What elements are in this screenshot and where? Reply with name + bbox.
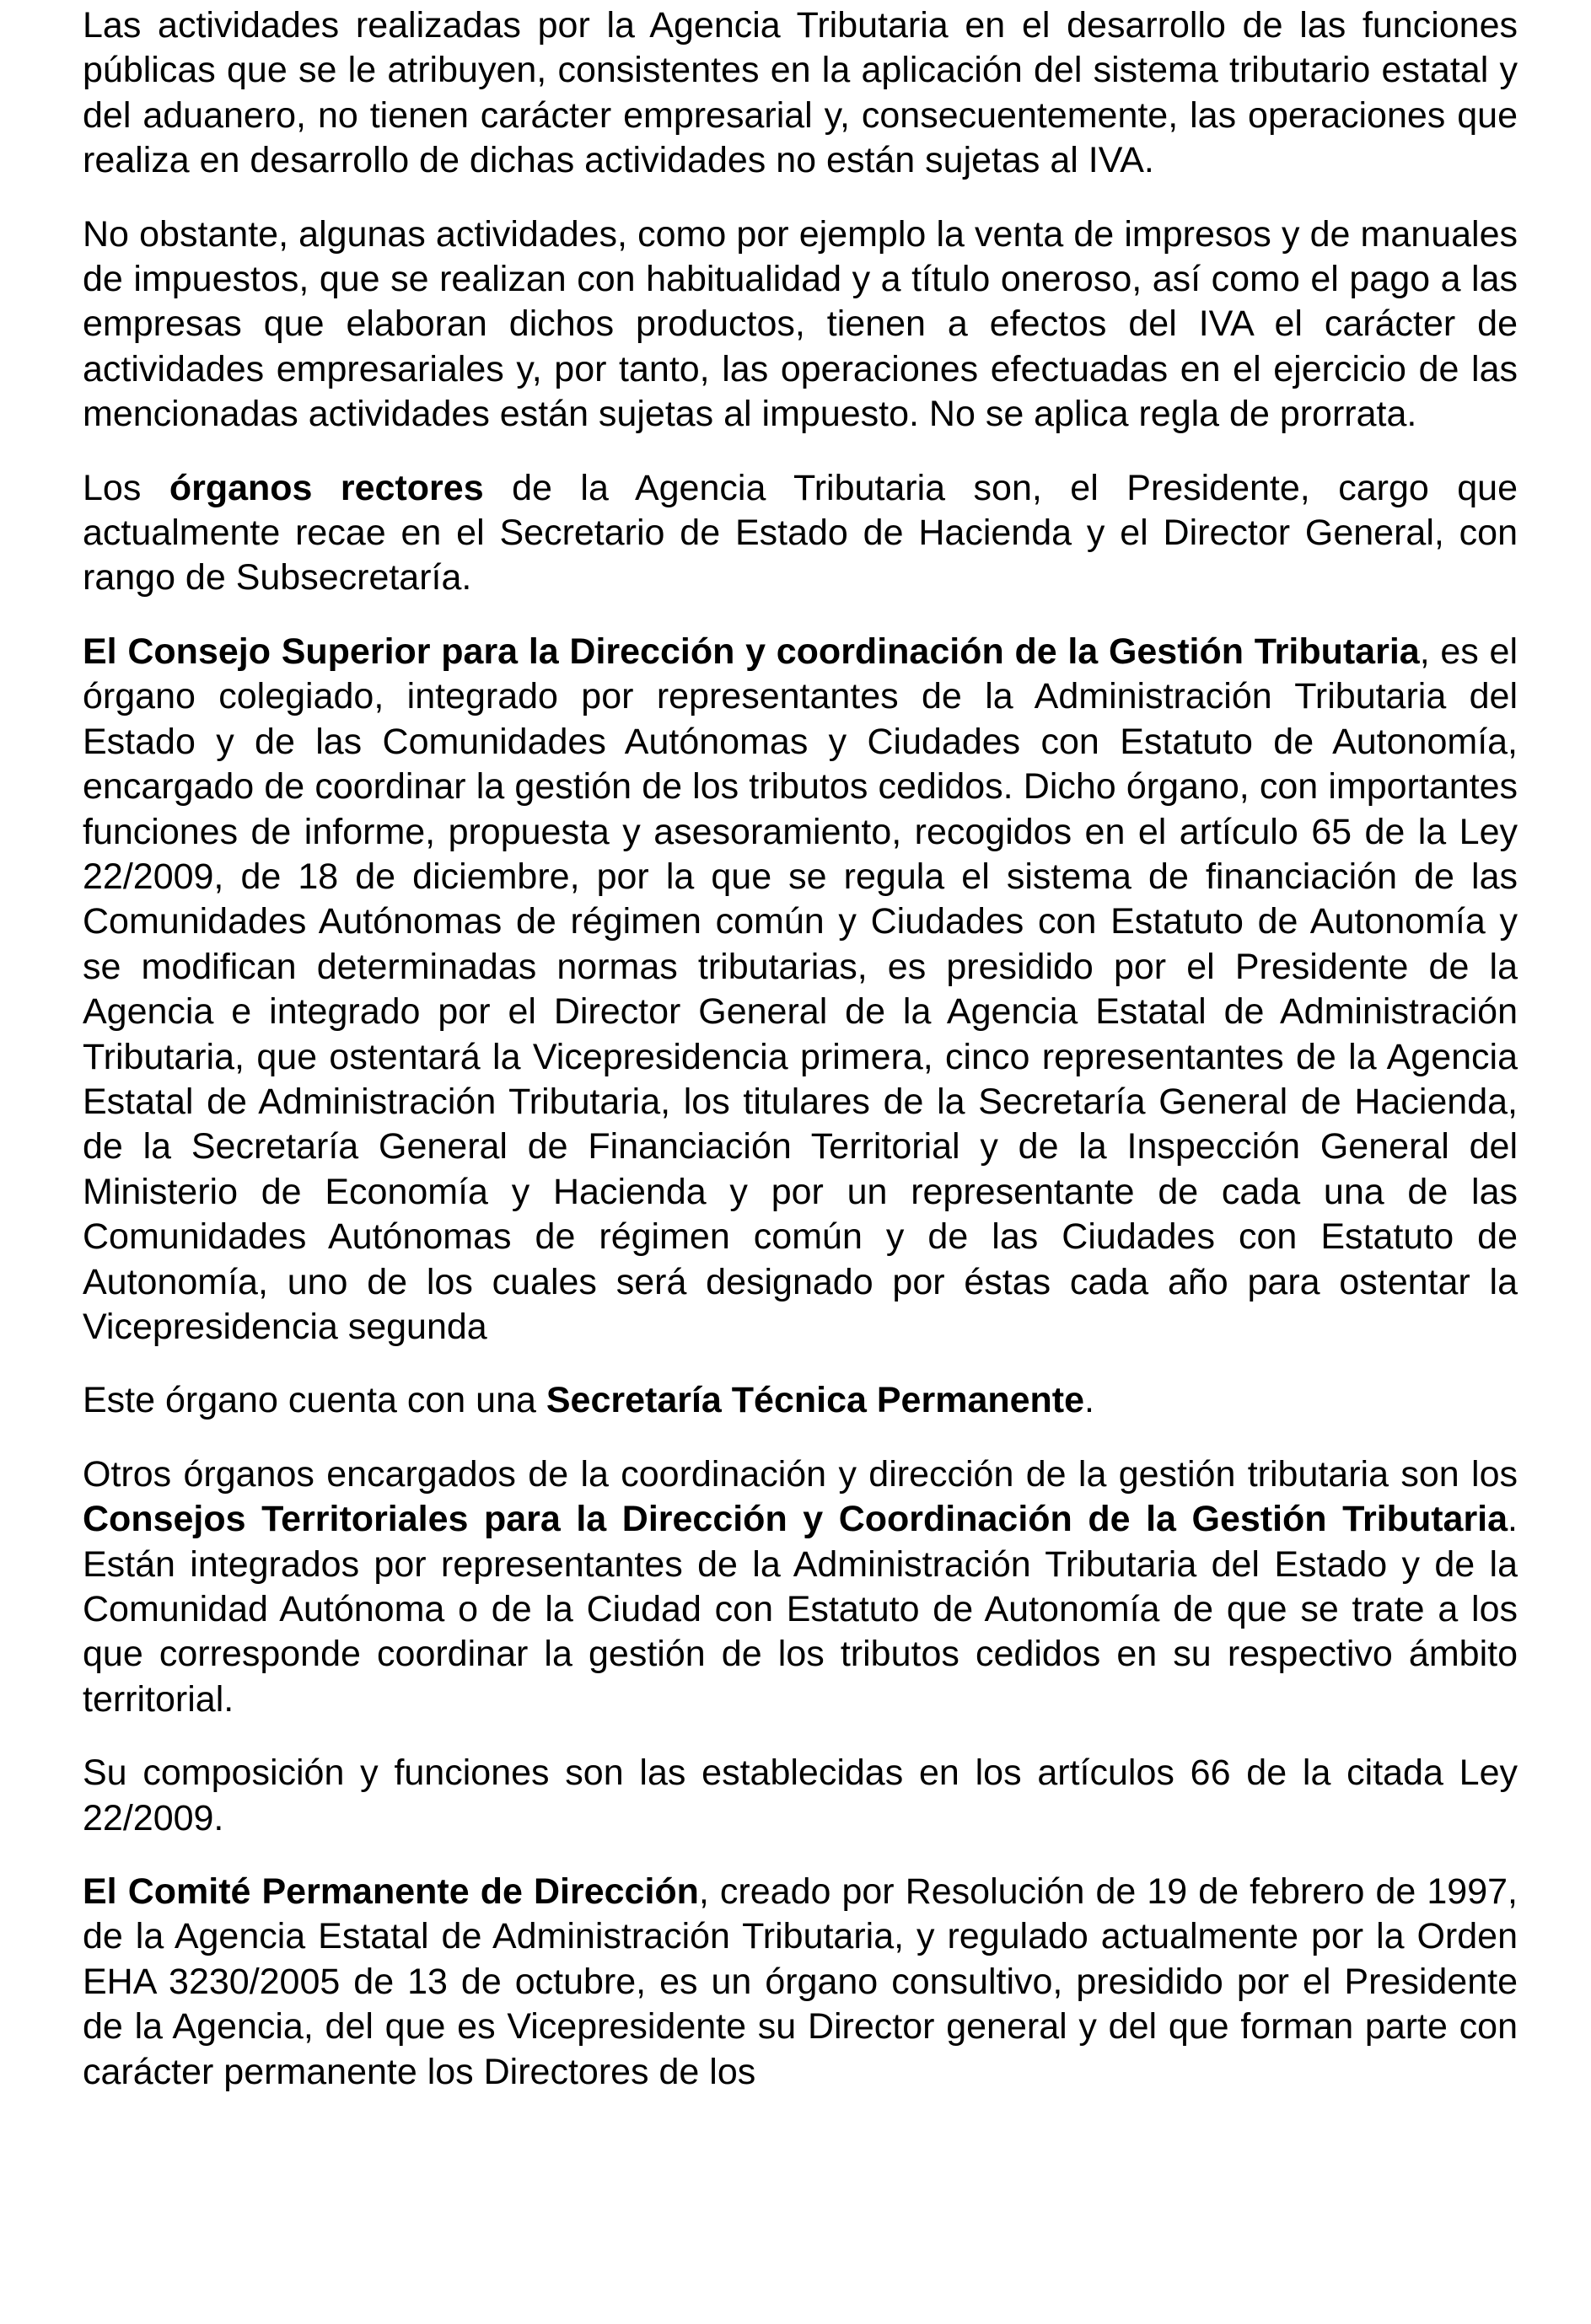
bold-term: Consejos Territoriales para la Dirección y Coordinación de la Gestión Tributaria: [83, 1499, 1508, 1540]
paragraph-text: , creado por Resolución de 19 de febrero de 1997, de la Agencia Estatal de Administración Tributaria, y regulado actualmente por la Orden EHA 3230/2005 de 13 de octubre, es un órgano consultivo, presidido por el Presidente de la Agencia, del que es Vicepresidente su Director general y del que forman parte con carácter permanente los Directores de los: [83, 1871, 1518, 2092]
bold-term: El Consejo Superior para la Dirección y coordinación de la Gestión Tributaria: [83, 631, 1420, 672]
document-page: [83, 3, 1518, 2095]
bold-term: El Comité Permanente de Dirección: [83, 1871, 699, 1913]
paragraph-text: Este órgano cuenta con una: [83, 1380, 546, 1421]
paragraph-text: No obstante, algunas actividades, como por ejemplo la venta de impresos y de manuales de impuestos, que se realizan con habitualidad y a título oneroso, así como el pago a las empresas que elaboran dichos productos, tienen a efectos del IVA el carácter de actividades empresariales y, por tanto, las operaciones efectuadas en el ejercicio de las mencionadas actividades están sujetas al impuesto. No se aplica regla de prorrata.: [83, 213, 1518, 435]
paragraph-composition: [83, 1751, 1518, 1841]
paragraph-text: , es el órgano colegiado, integrado por representantes de la Administración Tributaria del Estado y de las Comunidades Autónomas y Ciudades con Estatuto de Autonomía, encargado de coordinar la gestión de los tributos cedidos. Dicho órgano, con importantes funciones de informe, propuesta y asesoramiento, recogidos en el artículo 65 de la Ley 22/2009, de 18 de diciembre, por la que se regula el sistema de financiación de las Comunidades Autónomas de régimen común y Ciudades con Estatuto de Autonomía y se modifican determinadas normas tributarias, es presidido por el Presidente de la Agencia e integrado por el Director General de la Agencia Estatal de Administración Tributaria, que ostentará la Vicepresidencia primera, cinco representantes de la Agencia Estatal de Administración Tributaria, los titulares de la Secretaría General de Hacienda, de la Secretaría General de Financiación Territorial y de la Inspección General del Ministerio de Economía y Hacienda y por un representante de cada una de las Comunidades Autónomas de régimen común y de las Ciudades con Estatuto de Autonomía, uno de los cuales será designado por éstas cada año para ostentar la Vicepresidencia segunda: [83, 631, 1518, 1347]
paragraph-superior-council: [83, 630, 1518, 1350]
bold-term: Secretaría Técnica Permanente: [546, 1380, 1085, 1421]
paragraph-permanent-committee: [83, 1870, 1518, 2095]
paragraph-iva-activities: [83, 3, 1518, 184]
paragraph-territorial-councils: [83, 1452, 1518, 1722]
paragraph-business-activities: [83, 212, 1518, 437]
paragraph-text: de la Agencia Tributaria son, el Presidente, cargo que actualmente recae en el Secretario de Estado de Hacienda y el Director General, con rango de Subsecretaría.: [83, 467, 1518, 598]
paragraph-text: Otros órganos encargados de la coordinación y dirección de la gestión tributaria son los: [83, 1453, 1518, 1495]
paragraph-text: . Están integrados por representantes de la Administración Tributaria del Estado y de la Comunidad Autónoma o de la Ciudad con Estatuto de Autonomía de que se trate a los que corresponde coordinar la gestión de los tributos cedidos en su respectivo ámbito territorial.: [83, 1499, 1518, 1720]
paragraph-text: .: [1084, 1380, 1094, 1421]
paragraph-technical-secretariat: [83, 1378, 1518, 1423]
bold-term: órganos rectores: [169, 467, 484, 508]
paragraph-text: Su composición y funciones son las establecidas en los artículos 66 de la citada Ley 22/2009.: [83, 1752, 1518, 1838]
paragraph-text: Los: [83, 467, 169, 508]
paragraph-text: Las actividades realizadas por la Agencia Tributaria en el desarrollo de las funciones públicas que se le atribuyen, consistentes en la aplicación del sistema tributario estatal y del aduanero, no tienen carácter empresarial y, consecuentemente, las operaciones que realiza en desarrollo de dichas actividades no están sujetas al IVA.: [83, 5, 1518, 181]
paragraph-governing-bodies: [83, 466, 1518, 601]
